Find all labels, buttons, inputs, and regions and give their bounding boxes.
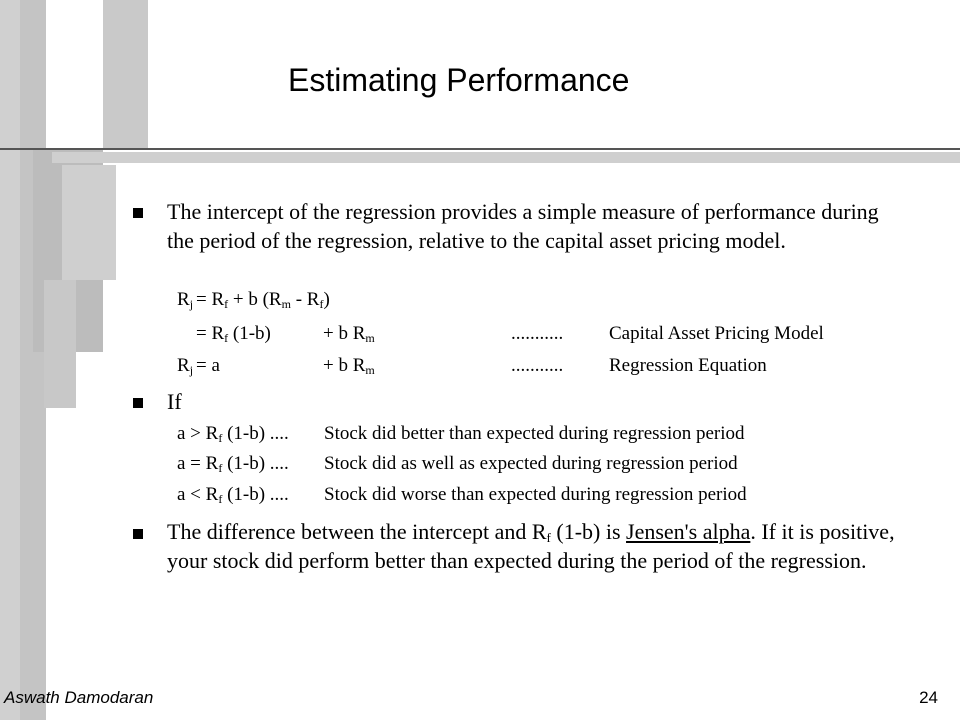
equation-row-3-part2: + b $R_m$ <box>323 355 375 377</box>
title-rule-shadow <box>52 152 960 163</box>
decor-bar-1 <box>0 0 20 720</box>
footer-author: Aswath Damodaran <box>4 688 154 707</box>
condition-row-1: $a > R_f$ (1-b) .... <box>177 423 289 445</box>
equation-row-3-lhs: $R_j$ <box>177 355 194 377</box>
equation-row-3-dots: ........... <box>511 355 564 376</box>
decor-bar-2 <box>20 0 46 720</box>
decor-block-low <box>44 280 76 408</box>
equation-row-3-part1: = a <box>196 355 220 376</box>
bullet-marker-1 <box>133 208 143 218</box>
bullet-marker-3 <box>133 529 143 539</box>
condition-desc-3: Stock did worse than expected during regression period <box>324 484 747 505</box>
bullet-text-2: If <box>167 389 182 414</box>
equation-row-1-expr: = $R_f + b$ $(R_m - R_f)$ <box>196 289 330 311</box>
equation-row-1: $R_j$ <box>177 289 194 311</box>
equation-row-2-part2: + b $R_m$ <box>323 323 375 345</box>
bullet-text-3: The difference between the intercept and $R_f$ (1-b) is Jensen's alpha. If it is positive, your stock did perform better than expected during the period of the regression. <box>167 519 895 573</box>
condition-desc-1: Stock did better than expected during regression period <box>324 423 745 444</box>
equation-row-2-label: Capital Asset Pricing Model <box>609 323 824 344</box>
condition-desc-2: Stock did as well as expected during regression period <box>324 453 738 474</box>
slide-title: Estimating Performance <box>288 62 630 98</box>
page-number: 24 <box>919 688 938 707</box>
equation-row-3-label: Regression Equation <box>609 355 767 376</box>
condition-row-2: $a = R_f$ (1-b) .... <box>177 453 289 475</box>
decor-block-light <box>62 165 116 280</box>
bullet-text-1: The intercept of the regression provides a simple measure of performance during the period of the regression, relative to the capital asset pricing model. <box>167 199 879 253</box>
condition-row-3: $a < R_f$ (1-b) .... <box>177 484 289 506</box>
jensens-alpha-term: Jensen's alpha <box>626 519 751 544</box>
title-rule <box>0 148 960 150</box>
equation-row-2-dots: ........... <box>511 323 564 344</box>
equation-row-2-part1: = $R_f$ (1-b) <box>196 323 271 345</box>
decor-block-top <box>103 0 148 150</box>
bullet-marker-2 <box>133 398 143 408</box>
